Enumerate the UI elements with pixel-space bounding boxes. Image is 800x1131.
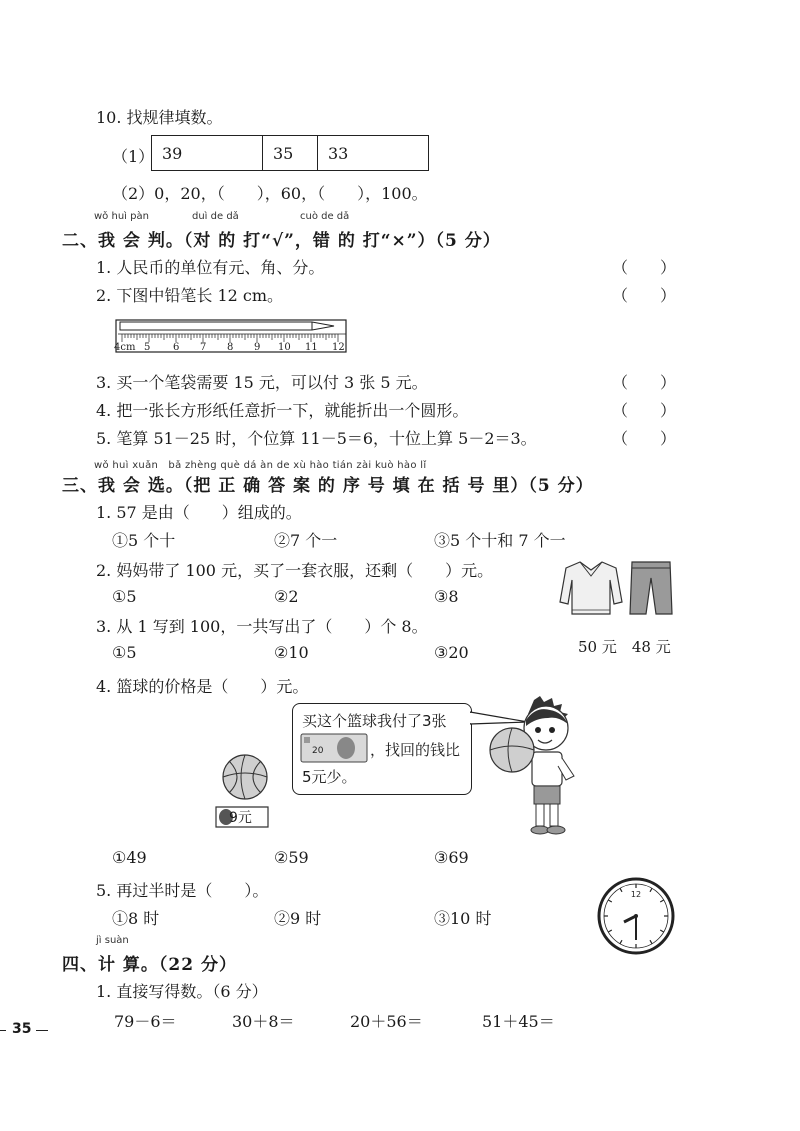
q5-option-2: ②9 时 bbox=[274, 909, 322, 928]
q3-option-3: ③20 bbox=[434, 643, 469, 662]
sec2-pinyin-1: wǒ huì pàn bbox=[94, 211, 149, 222]
page-number-dash-left bbox=[0, 1030, 6, 1031]
sec2-title: 二、我 会 判。（对 的 打“√”，错 的 打“×”）（5 分） bbox=[62, 231, 501, 251]
clothes-prices: 50 元 48 元 bbox=[578, 638, 671, 656]
q2-option-1: ①5 bbox=[112, 587, 137, 606]
ruler-label: 10 bbox=[278, 342, 291, 353]
sec2-item-2: 2. 下图中铅笔长 12 cm。 bbox=[96, 286, 284, 305]
clock-numeral-12: 12 bbox=[630, 890, 642, 899]
price-tag-text: 9元 bbox=[229, 810, 252, 826]
q2-option-3: ③8 bbox=[434, 587, 459, 606]
sec3-title: 三、我 会 选。（把 正 确 答 案 的 序 号 填 在 括 号 里）（5 分） bbox=[62, 476, 594, 496]
q4-option-2: ②59 bbox=[274, 848, 309, 867]
q3-option-2: ②10 bbox=[274, 643, 309, 662]
sec2-item-4: 4. 把一张长方形纸任意折一下，就能折出一个圆形。 bbox=[96, 401, 469, 420]
q5-option-1: ①8 时 bbox=[112, 909, 160, 928]
ruler-label: 8 bbox=[227, 342, 234, 353]
ruler-label: 4cm bbox=[114, 342, 136, 353]
banknote-20-icon bbox=[300, 733, 368, 763]
sec2-answer-paren-5[interactable]: （ ） bbox=[612, 429, 677, 448]
basketball-icon bbox=[220, 752, 270, 802]
q4-option-3: ③69 bbox=[434, 848, 469, 867]
expr-2: 30＋8＝ bbox=[232, 1012, 295, 1031]
sec4-title: 四、计 算。（22 分） bbox=[62, 955, 237, 975]
ruler-label: 6 bbox=[173, 342, 180, 353]
sec4-q1: 1. 直接写得数。（6 分） bbox=[96, 982, 268, 1001]
ruler-label: 5 bbox=[144, 342, 151, 353]
sec4-pinyin: jì suàn bbox=[96, 935, 129, 946]
sec2-item-3: 3. 买一个笔袋需要 15 元，可以付 3 张 5 元。 bbox=[96, 373, 428, 392]
ruler-pencil-figure bbox=[112, 310, 352, 358]
sec3-q2: 2. 妈妈带了 100 元，买了一套衣服，还剩（ ）元。 bbox=[96, 561, 494, 580]
seq-cell: 33 bbox=[318, 136, 429, 171]
pencil-shape bbox=[120, 322, 334, 330]
q1-option-2: ②7 个一 bbox=[274, 531, 338, 550]
pants-illustration bbox=[628, 560, 674, 616]
q3-option-1: ①5 bbox=[112, 643, 137, 662]
q4-option-1: ①49 bbox=[112, 848, 147, 867]
clock-icon bbox=[596, 876, 676, 956]
q5-option-3: ③10 时 bbox=[434, 909, 492, 928]
ruler-label: 9 bbox=[254, 342, 261, 353]
q1-option-1: ①5 个十 bbox=[112, 531, 176, 550]
sec2-pinyin-3: cuò de dǎ bbox=[300, 211, 350, 222]
sec3-q1: 1. 57 是由（ ）组成的。 bbox=[96, 503, 302, 522]
sec2-item-5: 5. 笔算 51－25 时，个位算 11－5＝6，十位上算 5－2＝3。 bbox=[96, 429, 537, 448]
boy-with-basketball bbox=[488, 696, 588, 838]
q10-sequence-table bbox=[151, 135, 429, 171]
expr-1: 79－6＝ bbox=[114, 1012, 177, 1031]
ruler-labels bbox=[114, 342, 345, 353]
page-number-dash-right bbox=[36, 1030, 48, 1031]
seq-cell: 35 bbox=[263, 136, 318, 171]
q10-title: 10. 找规律填数。 bbox=[96, 108, 223, 127]
banknote-value: 20 bbox=[312, 746, 324, 756]
q1-option-3: ③5 个十和 7 个一 bbox=[434, 531, 566, 550]
expr-3: 20＋56＝ bbox=[350, 1012, 423, 1031]
bubble-line-3: 5元少。 bbox=[302, 768, 357, 786]
bubble-line-1: 买这个篮球我付了3张 bbox=[302, 712, 447, 730]
sec2-answer-paren-1[interactable]: （ ） bbox=[612, 258, 677, 277]
sec2-answer-paren-2[interactable]: （ ） bbox=[612, 286, 677, 305]
bubble-line-2: ，找回的钱比 bbox=[370, 741, 461, 759]
q10-row1-label: （1） bbox=[112, 147, 155, 166]
sec3-pinyin: wǒ huì xuǎn bǎ zhèng què dá àn de xù hào tián zài kuò hào lǐ bbox=[94, 460, 427, 471]
page-number: 35 bbox=[12, 1021, 32, 1037]
ruler-label: 12 bbox=[332, 342, 345, 353]
seq-cell: 39 bbox=[152, 136, 263, 171]
ruler-label: 11 bbox=[305, 342, 318, 353]
sec2-pinyin-2: duì de dǎ bbox=[192, 211, 239, 222]
expr-4: 51＋45＝ bbox=[482, 1012, 555, 1031]
sec3-q4: 4. 篮球的价格是（ ）元。 bbox=[96, 677, 309, 696]
sec2-answer-paren-3[interactable]: （ ） bbox=[612, 373, 677, 392]
sweater-illustration bbox=[558, 558, 624, 616]
sec2-item-1: 1. 人民币的单位有元、角、分。 bbox=[96, 258, 325, 277]
sec2-answer-paren-4[interactable]: （ ） bbox=[612, 401, 677, 420]
sec3-q5: 5. 再过半时是（ ）。 bbox=[96, 881, 269, 900]
q2-option-2: ②2 bbox=[274, 587, 299, 606]
q10-row2: （2）0，20，（ ），60，（ ），100。 bbox=[112, 184, 428, 203]
ruler-label: 7 bbox=[200, 342, 207, 353]
sec3-q3: 3. 从 1 写到 100，一共写出了（ ）个 8。 bbox=[96, 617, 428, 636]
